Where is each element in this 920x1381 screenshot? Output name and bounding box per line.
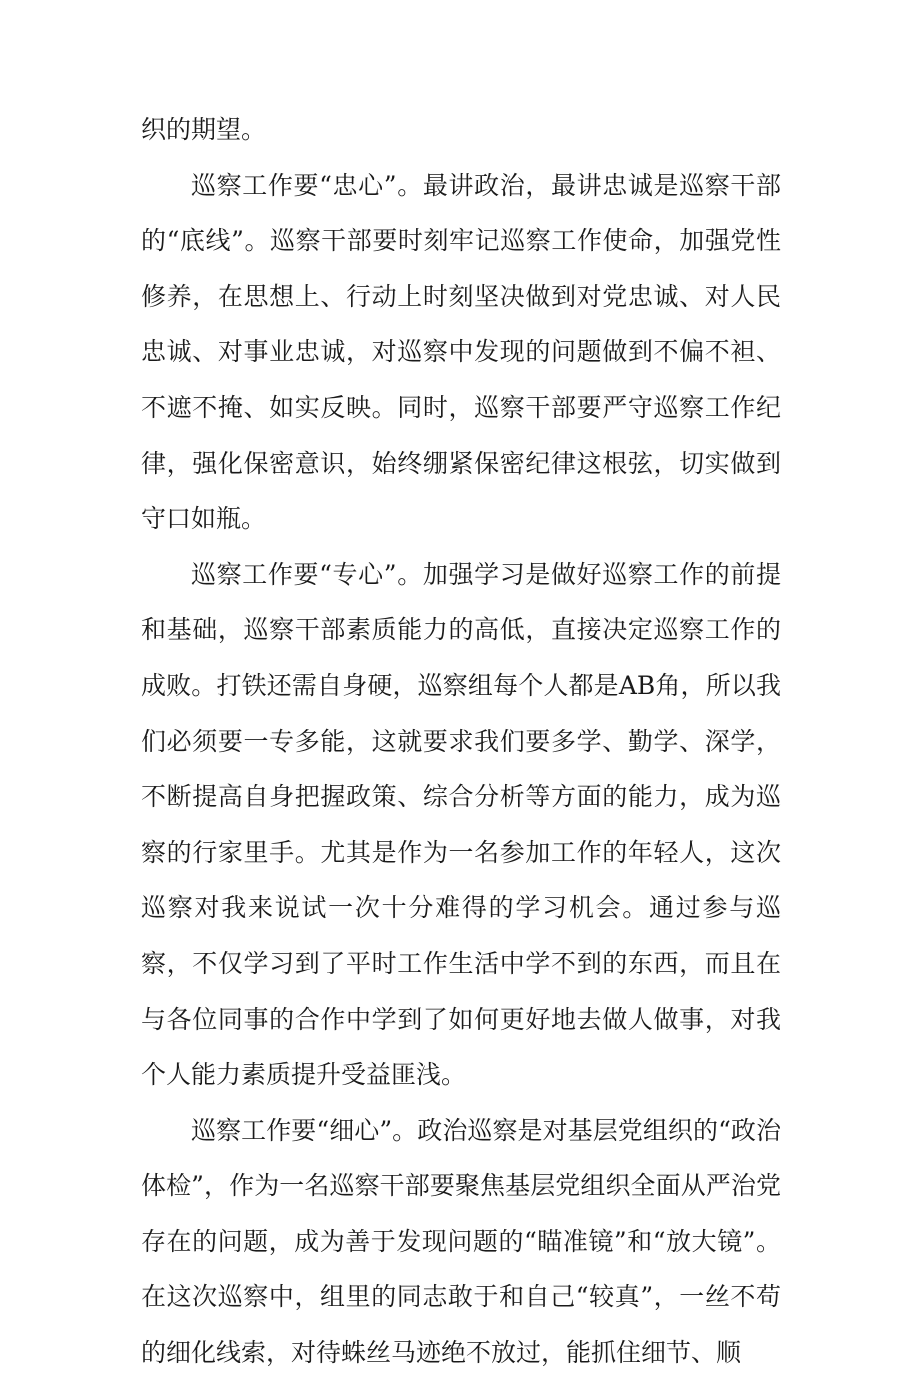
paragraph-loyalty: 巡察工作要“忠心”。最讲政治，最讲忠诚是巡察干部的“底线”。巡察干部要时刻牢记巡察工作使命，加强党性修养，在思想上、行动上时刻坚决做到对党忠诚、对人民忠诚、对事业忠诚，对巡察中发现的问题做到不偏不袒、不遮不掩、如实反映。同时，巡察干部要严守巡察工作纪律，强化保密意识，始终绷紧保密纪律这根弦，切实做到守口如瓶。	[141, 170, 781, 534]
paragraph-carefulness: 巡察工作要“细心”。政治巡察是对基层党组织的“政治体检”，作为一名巡察干部要聚焦基层党组织全面从严治党存在的问题，成为善于发现问题的“瞄准镜”和“放大镜”。在这次巡察中，组里的同志敢于和自己“较真”，一丝不苟的细化线索，对待蛛丝马迹绝不放过，能抓住细节、顺	[141, 1115, 781, 1368]
paragraph-focus: 巡察工作要“专心”。加强学习是做好巡察工作的前提和基础，巡察干部素质能力的高低，直接决定巡察工作的成败。打铁还需自身硬，巡察组每个人都是AB角，所以我们必须要一专多能，这就要求我们要多学、勤学、深学，不断提高自身把握政策、综合分析等方面的能力，成为巡察的行家里手。尤其是作为一名参加工作的年轻人，这次巡察对我来说试一次十分难得的学习机会。通过参与巡察，不仅学习到了平时工作生活中学不到的东西，而且在与各位同事的合作中学到了如何更好地去做人做事，对我个人能力素质提升受益匪浅。	[141, 559, 781, 1090]
document-body	[141, 102, 781, 1381]
paragraph-continuation: 织的期望。	[141, 115, 267, 144]
